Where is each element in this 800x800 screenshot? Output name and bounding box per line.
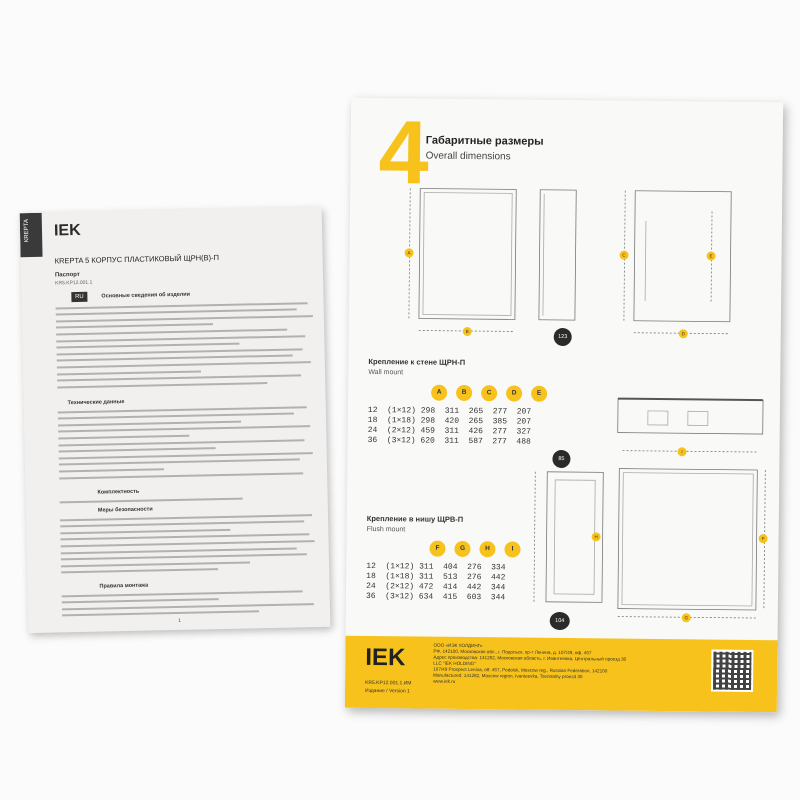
table-row: 18 (1×18) 298 420 265 385 207 [367, 415, 532, 427]
brand-side-text: КREPTA [23, 218, 31, 243]
leaflet-logo: IEK [53, 221, 81, 240]
dim-badge-104: 104 [550, 612, 570, 630]
back-view-outline [634, 191, 731, 322]
body-text-block [56, 297, 320, 393]
column-header: E [531, 386, 547, 402]
dim-marker-b: B [463, 327, 472, 336]
column-header: D [506, 385, 522, 401]
flush-mount-header [429, 541, 529, 558]
dim-marker-i: I [677, 447, 686, 456]
column-header: C [481, 385, 497, 401]
section-heading: Технические данные [67, 399, 125, 407]
wall-mount-header [431, 385, 556, 402]
column-header: G [454, 541, 470, 557]
address-line: www.iek.ru [433, 678, 456, 684]
dimension-drawings [346, 98, 784, 642]
table-row: 18 (1×18) 311 513 276 442 [366, 571, 506, 583]
wall-mount-title: Крепление к стене ЩРН-П [368, 356, 466, 367]
dim-marker-a: A [405, 248, 414, 257]
language-badge: RU [71, 292, 87, 302]
dim-badge-85: 85 [552, 450, 570, 468]
section-number: 4 [378, 103, 430, 204]
column-header: I [504, 541, 520, 557]
side-view-outline [539, 190, 576, 320]
table-row: 36 (3×12) 634 415 603 344 [365, 591, 506, 603]
dim-badge-123: 123 [554, 328, 572, 346]
address-line: Manufactured: 141282, Moscow region, Ivanteevka, Tsentralny proezd 30 [433, 672, 583, 680]
table-row: 12 (1×12) 298 311 265 277 207 [367, 405, 532, 417]
table-row: 36 (3×12) 620 311 587 277 488 [367, 435, 531, 447]
title-ru: Габаритные размеры [425, 134, 544, 148]
flush-front-outline [618, 469, 757, 610]
address-line: 107/49 Prospect Lenina, off. 457, Podolsk, Moscow reg., Russian Federation, 142100 [433, 666, 608, 674]
address-line: РФ, 142100, Московская обл., г. Подольск, пр-т Ленина, д. 107/49, оф. 457 [433, 648, 592, 656]
dimensions-booklet [345, 98, 783, 712]
title-en: Overall dimensions [425, 150, 511, 163]
leaflet-title: КREPTA 5 КОРПУС ПЛАСТИКОВЫЙ ЩРН(В)-П [54, 253, 220, 266]
section-heading: Меры безопасности [97, 506, 153, 514]
column-header: B [456, 385, 472, 401]
flush-mount-subtitle: Flush mount [366, 525, 406, 534]
table-row: 24 (2×12) 472 414 442 344 [366, 581, 506, 593]
dim-marker-f: F [759, 534, 768, 543]
dim-marker-e: E [707, 251, 716, 260]
qr-code-icon [711, 650, 753, 692]
footer-version: Издание / Version 1 [364, 687, 410, 695]
page-number: 1 [178, 617, 182, 624]
address-line: ООО «ИЭК ХОЛДИНГ» [433, 642, 483, 649]
leaflet-doc-code: KR5.KP12.001.1 [55, 279, 93, 287]
column-header: A [431, 385, 447, 401]
wall-mount-subtitle: Wall mount [368, 368, 404, 377]
body-text-block [62, 582, 325, 621]
address-line: LLC "IEK HOLDING" [433, 660, 476, 667]
dim-marker-c: C [620, 251, 629, 260]
front-view-outline [419, 188, 516, 319]
brand-band [20, 213, 43, 257]
column-header: F [429, 541, 445, 557]
section-heading: Комплектность [97, 488, 140, 496]
passport-leaflet [20, 207, 331, 633]
footer-logo: IEK [365, 643, 406, 672]
section-heading: Правила монтажа [99, 582, 149, 590]
dim-marker-g: G [682, 613, 691, 622]
footer-code: KR5.KP12.001.1.ИМ [365, 679, 412, 687]
footer-address [433, 643, 703, 688]
table-row: 24 (2×12) 459 311 426 277 327 [367, 425, 531, 437]
top-view-outline [618, 399, 763, 435]
leaflet-doc-type: Паспорт [54, 271, 80, 279]
booklet-footer [345, 636, 778, 713]
flush-mount-title: Крепление в нишу ЩРВ-П [366, 513, 464, 524]
dim-marker-h: H [592, 532, 601, 541]
column-header: H [479, 541, 495, 557]
table-row: 12 (1×12) 311 404 276 334 [366, 561, 506, 573]
body-text-block [60, 509, 323, 578]
body-text-block [58, 401, 322, 484]
section-heading: Основные сведения об изделии [101, 291, 191, 300]
address-line: Адрес производства: 141282, Московская область, г. Ивантеевка, Центральный проезд 30 [433, 654, 627, 662]
dim-marker-d: D [679, 329, 688, 338]
